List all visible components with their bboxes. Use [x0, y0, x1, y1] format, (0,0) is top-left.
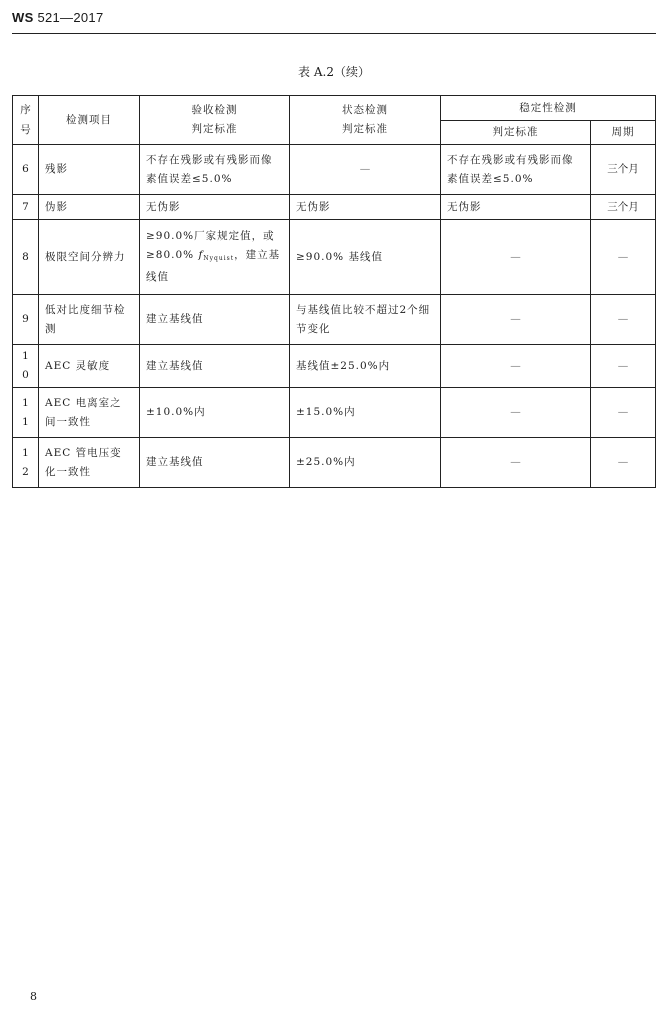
row-seq: 10 — [13, 345, 39, 388]
table-row — [13, 345, 656, 388]
row-status: 基线值±25.0%内 — [290, 345, 441, 388]
row-item: 残影 — [39, 145, 140, 195]
row-status: ≥90.0% 基线值 — [290, 220, 441, 295]
row-acceptance: 建立基线值 — [140, 345, 290, 388]
row-stability-period: — — [591, 295, 656, 345]
row-acceptance: 无伪影 — [140, 195, 290, 220]
header-stability-criterion: 判定标准 — [441, 121, 591, 145]
table-row — [13, 145, 656, 195]
row-status: ±15.0%内 — [290, 388, 441, 438]
row-status: 无伪影 — [290, 195, 441, 220]
document-header — [12, 10, 103, 25]
table-title: 表 A.2（续） — [298, 65, 370, 79]
table-row — [13, 388, 656, 438]
row-stability-period: — — [591, 345, 656, 388]
row-acceptance: ±10.0%内 — [140, 388, 290, 438]
row-acceptance: 不存在残影或有残影而像素值误差≤5.0% — [140, 145, 290, 195]
table-row — [13, 438, 656, 488]
row-stability-criterion: — — [441, 295, 591, 345]
row-stability-criterion: 不存在残影或有残影而像素值误差≤5.0% — [441, 145, 591, 195]
row-status: ±25.0%内 — [290, 438, 441, 488]
row-stability-period: — — [591, 220, 656, 295]
spec-table — [12, 95, 656, 488]
row-stability-period: 三个月 — [591, 145, 656, 195]
header-divider — [12, 33, 656, 34]
standard-prefix: WS — [12, 10, 34, 25]
row-status: — — [290, 145, 441, 195]
row-item: 极限空间分辨力 — [39, 220, 140, 295]
row-item: 低对比度细节检测 — [39, 295, 140, 345]
row-acceptance — [140, 220, 290, 295]
row-acceptance: 建立基线值 — [140, 295, 290, 345]
header-stability: 稳定性检测 — [441, 96, 656, 121]
row-acceptance: 建立基线值 — [140, 438, 290, 488]
row-stability-period: — — [591, 438, 656, 488]
page-number: 8 — [30, 990, 37, 1003]
row-status: 与基线值比较不超过2个细节变化 — [290, 295, 441, 345]
row-seq: 12 — [13, 438, 39, 488]
header-status — [290, 96, 441, 145]
row-stability-period: 三个月 — [591, 195, 656, 220]
row-stability-period: — — [591, 388, 656, 438]
header-stability-period: 周期 — [591, 121, 656, 145]
row-stability-criterion: — — [441, 220, 591, 295]
row-stability-criterion: — — [441, 388, 591, 438]
nyquist-symbol: f — [198, 249, 204, 261]
header-item: 检测项目 — [39, 96, 140, 145]
header-seq — [13, 96, 39, 145]
header-status-text: 状态检测 判定标准 — [342, 104, 388, 135]
standard-number: 521—2017 — [37, 10, 104, 25]
header-seq-text: 序号 — [20, 104, 32, 136]
table-row — [13, 195, 656, 220]
row-seq: 7 — [13, 195, 39, 220]
row-seq: 11 — [13, 388, 39, 438]
acceptance-text-a: ≥90.0%厂家规定值，或≥80.0% — [146, 230, 275, 261]
table-row — [13, 220, 656, 295]
header-acceptance-text: 验收检测 判定标准 — [191, 104, 238, 135]
row-seq: 9 — [13, 295, 39, 345]
row-stability-criterion: 无伪影 — [441, 195, 591, 220]
table-row — [13, 295, 656, 345]
row-seq: 8 — [13, 220, 39, 295]
row-stability-criterion: — — [441, 438, 591, 488]
header-acceptance — [140, 96, 290, 145]
acceptance-text-b: ，建立基线值 — [146, 249, 281, 283]
row-item: AEC 灵敏度 — [39, 345, 140, 388]
nyquist-subscript: Nyquist — [203, 255, 235, 262]
row-stability-criterion: — — [441, 345, 591, 388]
row-item: 伪影 — [39, 195, 140, 220]
row-item: AEC 电离室之间一致性 — [39, 388, 140, 438]
row-seq: 6 — [13, 145, 39, 195]
row-item: AEC 管电压变化一致性 — [39, 438, 140, 488]
